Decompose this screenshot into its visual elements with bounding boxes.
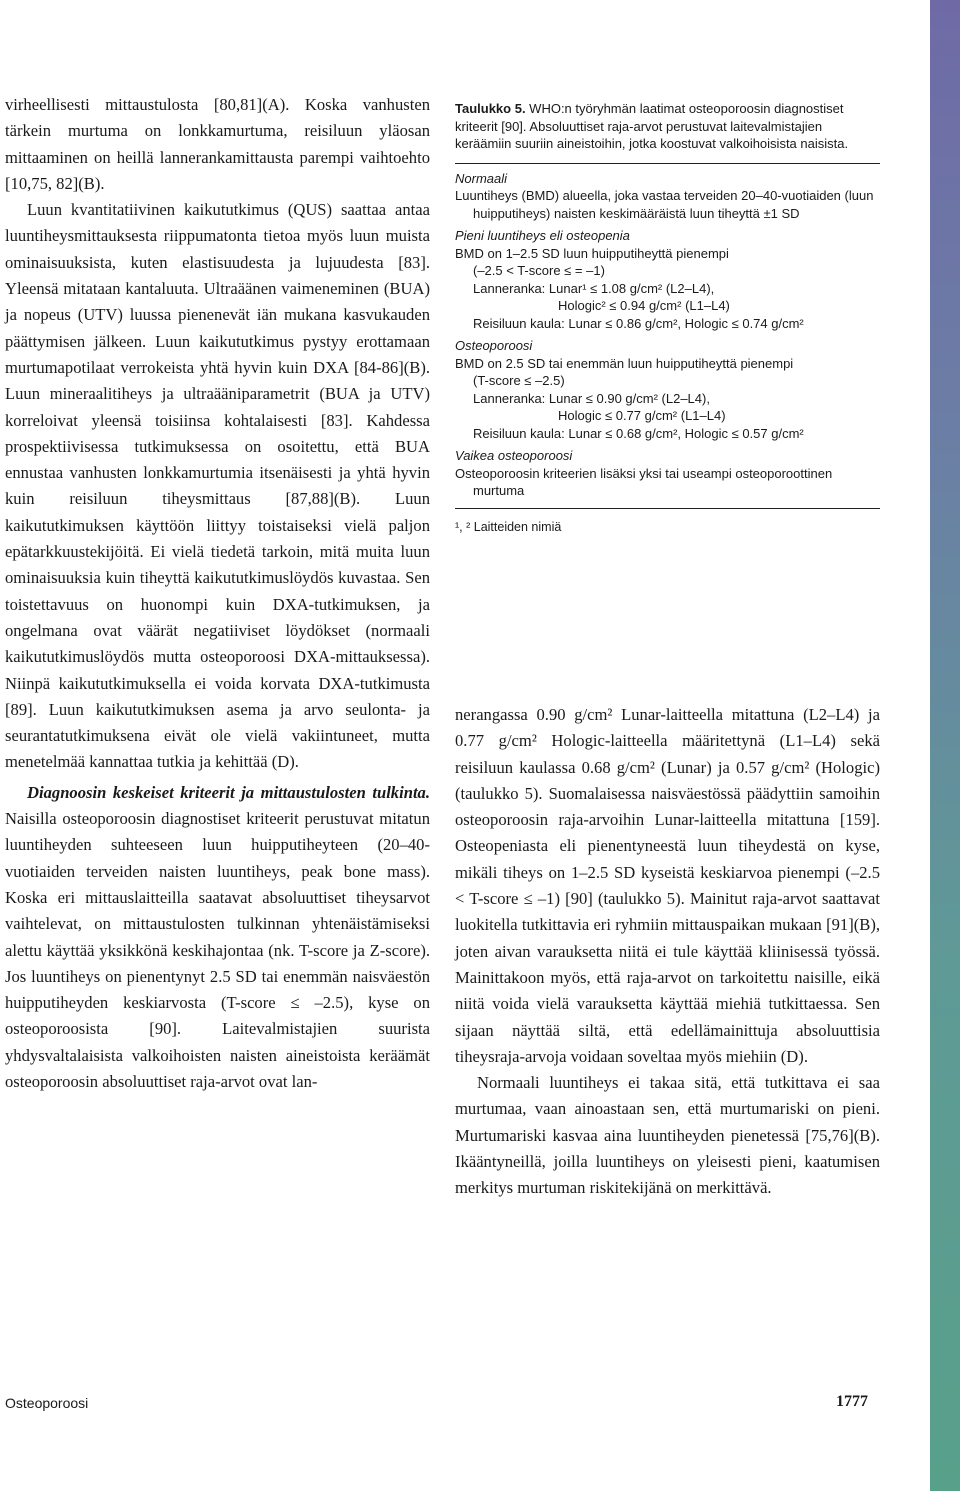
- right-text-column: [455, 702, 880, 1202]
- table-line: Lanneranka: Lunar ≤ 0.90 g/cm² (L2–L4),: [473, 390, 710, 406]
- table-line: Hologic² ≤ 0.94 g/cm² (L1–L4): [558, 298, 730, 313]
- decorative-side-strip: [930, 0, 960, 1491]
- page-number: 1777: [836, 1393, 868, 1410]
- table-line: Reisiluun kaula: Lunar ≤ 0.86 g/cm², Hologic ≤ 0.74 g/cm²: [473, 315, 804, 331]
- section-heading: Diagnoosin keskeiset kriteerit ja mittaustulosten tulkinta.: [27, 782, 430, 802]
- table-top-rule: [455, 163, 880, 164]
- table-caption: [455, 100, 880, 153]
- table-line: (T-score ≤ –2.5): [473, 373, 565, 388]
- footer-journal-title: Osteoporoosi: [5, 1395, 89, 1411]
- table-caption-text: WHO:n työryhmän laatimat osteoporoosin diagnostiset kriteerit [90]. Absoluuttiset raja-arvot perustuvat laitevalmistajien keräämiin suuriin aineistoihin, jotka koostuvat valkoihoisista naisista.: [455, 101, 849, 151]
- table-caption-label: Taulukko 5.: [455, 101, 526, 116]
- category-severe-title: Vaikea osteoporoosi: [455, 448, 573, 463]
- table-line: BMD on 2.5 SD tai enemmän luun huipputiheyttä pienempi: [455, 355, 794, 371]
- table-line: Lanneranka: Lunar¹ ≤ 1.08 g/cm² (L2–L4),: [473, 280, 715, 296]
- table-line: (–2.5 < T-score ≤ = –1): [473, 263, 605, 278]
- paragraph: [5, 780, 430, 1096]
- paragraph: virheellisesti mittaustulosta [80,81](A). Koska vanhusten tärkein murtuma on lonkkamurtuma, reisiluun yläosan mittaaminen on heillä lannerankamittausta parempi vaihtoehto [10,75, 82](B).: [5, 95, 430, 193]
- category-osteoporosis-title: Osteoporoosi: [455, 338, 533, 353]
- category-severe-text: Osteoporoosin kriteerien lisäksi yksi tai useampi osteoporoottinen murtuma: [455, 465, 833, 498]
- table-footnote: ¹, ² Laitteiden nimiä: [455, 519, 562, 534]
- paragraph: nerangassa 0.90 g/cm² Lunar-laitteella mitattuna (L2–L4) ja 0.77 g/cm² Hologic-laitteella määritettynä (L1–L4) sekä reisiluun kaulassa 0.68 g/cm² (Lunar) ja 0.57 g/cm² (Hologic) (taulukko 5). Suomalaisessa naisväestössä päädyttiin samoihin osteoporoosin raja-arvoihin Lunar-laitteella mitattuna [159]. Osteopeniasta eli pienentyneestä luun tiheydestä on kyse, mikäli tiheys on 1–2.5 SD kyseistä keskiarvoa pienempi (–2.5 < T-score ≤ –1) [90] (taulukko 5). Mainitut raja-arvot saattavat luokitella tutkittavia eri ryhmiin mittauspaikan mukaan [91](B), joten aivan varauksetta niitä ei tule käyttää kliinisessä työssä. Mainittakoon myös, että raja-arvot on tarkoitettu naisille, eikä niitä voida vielä varauksetta käyttää miehiä tutkittaessa. Sen sijaan näyttää siltä, että edellämainittuja absoluuttisia tiheysraja-arvoja voidaan soveltaa myös miehiin (D).: [455, 705, 880, 1066]
- category-normal-text: Luuntiheys (BMD) alueella, joka vastaa terveiden 20–40-vuotiaiden (luun huipputiheys) naisten keskimääräistä luun tiheyttä ±1 SD: [455, 188, 874, 221]
- table-5: [455, 100, 880, 536]
- paragraph: Normaali luuntiheys ei takaa sitä, että tutkittava ei saa murtumaa, vaan ainoastaan sen, että murtumariski on pieni. Murtumariski kasvaa aina luuntiheyden pienetessä [75,76](B). Ikääntyneillä, joilla luuntiheys on yleisesti pieni, kaatumisen merkitys murtuman riskitekijänä on merkittävä.: [455, 1073, 880, 1198]
- table-line: Reisiluun kaula: Lunar ≤ 0.68 g/cm², Hologic ≤ 0.57 g/cm²: [473, 425, 804, 441]
- category-normal-title: Normaali: [455, 170, 508, 186]
- paragraph-body: Naisilla osteoporoosin diagnostiset kriteerit perustuvat mitatun luuntiheyden suhteeseen luun huipputiheyteen (20–40-vuotiaiden terveiden naisten luuntiheys, peak bone mass). Koska eri mittauslaitteilla saatavat absoluuttiset tiheysarvot vaihtelevat, on mittaustulosten tulkinnan yhtenäistämiseksi alettu käyttää yksikkönä keskihajontaa (nk. T-score ja Z-score). Jos luuntiheys on pienentynyt 2.5 SD tai enemmän naisväestön huipputiheyden keskiarvosta (T-score ≤ –2.5), kyse on osteoporoosista [90]. Laitevalmistajien suurista yhdysvaltalaisista valkoihoisten naisten aineistoista keräämät osteoporoosin absoluuttiset raja-arvot ovat lan-: [5, 809, 430, 1091]
- paragraph: Luun kvantitatiivinen kaikututkimus (QUS) saattaa antaa luuntiheysmittauksesta riippumatonta tietoa myös luun muista ominaisuuksista, kuten elastisuudesta ja lujuudesta [83]. Yleensä mitataan kantaluuta. Ultraäänen vaimeneminen (BUA) ja nopeus (UTV) luussa pienenevät iän mukana kasvukauden päättymisen jälkeen. Luun kaikututkimus pystyy erottamaan murtumapotilaat verrokeista yhtä hyvin kuin DXA [84-86](B). Luun mineraalitiheys ja ultraääniparametrit (BUA ja UTV) korreloivat yleensä toisiinsa kohtalaisesti [83]. Kahdessa prospektiivisessa tutkimuksessa on osoitettu, että BUA ennustaa vanhusten lonkkamurtumia itsenäisesti ja yhtä hyvin kuin reisiluun tiheysmittaus [87,88](B). Luun kaikututkimuksen käyttöön liittyy toistaiseksi vielä paljon epätarkkuustekijöitä. Ei vielä tiedetä tarkoin, mitä muita luun ominaisuuksia kuin tiheyttä kaikututkimuslöydös kuvastaa. Sen toistettavuus on huonompi kuin DXA-tutkimuksen, ja ongelmana ovat väärät negatiiviset löydökset (normaali kaikututkimuslöydös mutta osteoporoosi DXA-mittauksessa). Niinpä kaikututkimuksella ei voida korvata DXA-tutkimusta [89]. Luun kaikututkimuksen asema ja arvo seulonta- ja seurantatutkimuksena eivät ole vielä vakiintuneet, mutta menetelmää kannattaa tutkia ja kehittää (D).: [5, 200, 430, 772]
- category-osteopenia-title: Pieni luuntiheys eli osteopenia: [455, 228, 630, 243]
- table-line: BMD on 1–2.5 SD luun huipputiheyttä pienempi: [455, 245, 729, 261]
- table-line: Hologic ≤ 0.77 g/cm² (L1–L4): [558, 408, 726, 423]
- left-text-column: [5, 92, 430, 1095]
- table-bottom-rule: [455, 508, 880, 509]
